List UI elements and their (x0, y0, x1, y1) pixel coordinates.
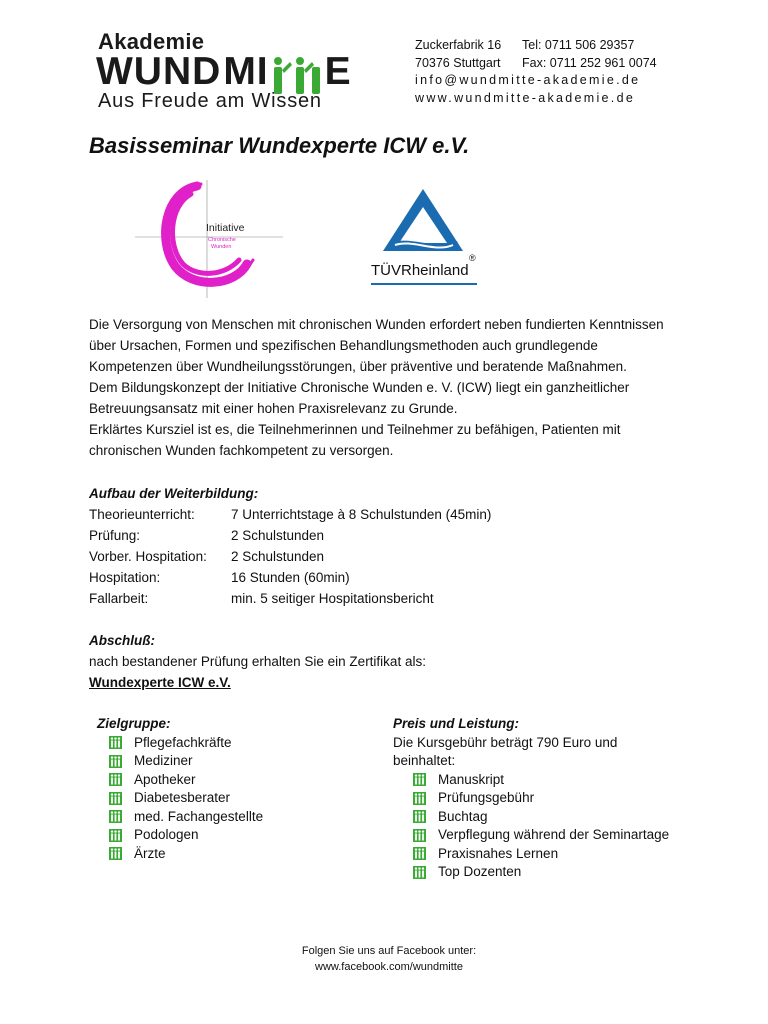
email-link[interactable]: info@wundmitte-akademie.de (415, 73, 641, 87)
people-bullet-icon (413, 847, 426, 860)
list-item (109, 771, 263, 790)
phone: Tel: 0711 506 29357 (522, 38, 635, 52)
people-bullet-icon (413, 866, 426, 879)
abschluss-text: nach bestandener Prüfung erhalten Sie ein Zertifikat als: (89, 654, 426, 669)
list-item (109, 734, 263, 753)
list-item (413, 826, 669, 845)
fax: Fax: 0711 252 961 0074 (522, 55, 657, 70)
intro-line: chronischen Wunden fachkompetent zu versorgen. (89, 443, 394, 458)
intro-line: Dem Bildungskonzept der Initiative Chronische Wunden e. V. (ICW) liegt ein ganzheitlicher (89, 380, 630, 395)
intro-line: über Ursachen, Formen und spezifischen Behandlungsmethoden auch grundlegende (89, 338, 598, 353)
preis-text-line: beinhaltet: (393, 753, 456, 768)
list-item-label: Pflegefachkräfte (134, 734, 232, 750)
tuv-rheinland-logo (365, 185, 483, 290)
list-item (109, 808, 263, 827)
people-bullet-icon (109, 736, 122, 749)
list-item-label: med. Fachangestellte (134, 808, 264, 824)
list-item-label: Buchtag (438, 808, 488, 824)
zielgruppe-heading: Zielgruppe: (97, 716, 171, 731)
intro-line: Betreuungsansatz mit einer hohen Praxisrelevanz zu Grunde. (89, 401, 458, 416)
intro-paragraph (89, 314, 709, 461)
certificate-title: Wundexperte ICW e.V. (89, 675, 231, 690)
list-item-label: Diabetesberater (134, 790, 231, 805)
list-item-label: Apotheker (134, 771, 196, 787)
list-item (413, 789, 669, 808)
people-bullet-icon (109, 829, 122, 842)
list-item (109, 826, 263, 845)
people-bullet-icon (109, 810, 122, 823)
people-bullet-icon (109, 755, 122, 768)
list-item (413, 863, 669, 882)
preis-text-line: Die Kursgebühr beträgt 790 Euro und (393, 734, 618, 750)
logo-mi-text: MI (223, 50, 269, 93)
icw-logo-line2: Chronische (208, 237, 236, 243)
footer (0, 943, 768, 975)
leistung-list (413, 771, 669, 882)
logo-wund-text: WUND (96, 50, 222, 93)
aufbau-row (89, 546, 491, 567)
list-item (413, 845, 669, 864)
aufbau-label: Vorber. Hospitation: (89, 549, 207, 564)
icw-logo-line3: Wunden (211, 244, 232, 250)
preis-heading: Preis und Leistung: (393, 716, 520, 731)
aufbau-label: Fallarbeit: (89, 591, 149, 606)
list-item-label: Ärzte (134, 845, 166, 861)
zielgruppe-section (97, 715, 263, 863)
list-item (109, 845, 263, 864)
aufbau-value: 16 Stunden (60min) (231, 570, 350, 585)
list-item-label: Verpflegung während der Seminartage (438, 827, 670, 842)
people-bullet-icon (413, 773, 426, 786)
people-bullet-icon (109, 792, 122, 805)
aufbau-row (89, 567, 491, 588)
website-link[interactable]: www.wundmitte-akademie.de (415, 90, 636, 105)
icw-logo-line1: Initiative (206, 222, 245, 234)
people-bullet-icon (109, 847, 122, 860)
list-item-label: Top Dozenten (438, 864, 522, 879)
list-item-label: Prüfungsgebühr (438, 790, 535, 805)
list-item (413, 771, 669, 790)
people-bullet-icon (413, 810, 426, 823)
tuv-logo-text: TÜVRheinland (371, 262, 469, 279)
aufbau-label: Prüfung: (89, 528, 141, 543)
facebook-link[interactable]: www.facebook.com/wundmitte (315, 961, 463, 973)
list-item (413, 808, 669, 827)
people-bullet-icon (413, 792, 426, 805)
icw-logo (135, 180, 290, 300)
abschluss-heading: Abschluß: (89, 633, 155, 648)
people-bullet-icon (109, 773, 122, 786)
tuv-logo-reg: ® (469, 253, 476, 263)
zielgruppe-list (109, 734, 263, 864)
list-item-label: Mediziner (134, 753, 193, 768)
preis-section (393, 715, 669, 882)
aufbau-row (89, 588, 491, 609)
aufbau-label: Hospitation: (89, 570, 161, 585)
logo-wundmitte (96, 52, 352, 92)
list-item-label: Manuskript (438, 771, 505, 787)
logo-people-icon (270, 56, 324, 94)
address-city: 70376 Stuttgart (415, 55, 501, 70)
aufbau-row (89, 504, 491, 525)
footer-text: Folgen Sie uns auf Facebook unter: (301, 945, 477, 957)
aufbau-value: 7 Unterrichtstage à 8 Schulstunden (45min) (231, 507, 492, 522)
logo-tagline: Aus Freude am Wissen (98, 90, 322, 112)
logo-akademie-text: Akademie (98, 29, 205, 54)
aufbau-label: Theorieunterricht: (89, 507, 195, 522)
intro-line: Erklärtes Kursziel ist es, die Teilnehmerinnen und Teilnehmer zu befähigen, Patienten mit (89, 422, 621, 437)
intro-line: Kompetenzen über Wundheilungsstörungen, über präventive und beratende Maßnahmen. (89, 359, 627, 374)
aufbau-row (89, 525, 491, 546)
people-bullet-icon (413, 829, 426, 842)
address-street: Zuckerfabrik 16 (415, 38, 502, 52)
list-item (109, 789, 263, 808)
aufbau-value: 2 Schulstunden (231, 528, 325, 543)
aufbau-heading: Aufbau der Weiterbildung: (89, 486, 259, 501)
aufbau-section (89, 483, 491, 609)
intro-line: Die Versorgung von Menschen mit chronischen Wunden erfordert neben fundierten Kenntnissen (89, 317, 664, 332)
list-item-label: Podologen (134, 827, 199, 842)
contact-block (415, 37, 657, 107)
aufbau-value: min. 5 seitiger Hospitationsbericht (231, 591, 434, 606)
aufbau-value: 2 Schulstunden (231, 549, 325, 564)
list-item (109, 752, 263, 771)
abschluss-section (89, 630, 426, 693)
list-item-label: Praxisnahes Lernen (438, 845, 559, 861)
logo-e-text: E (324, 50, 352, 93)
page-title: Basisseminar Wundexperte ICW e.V. (89, 133, 470, 158)
